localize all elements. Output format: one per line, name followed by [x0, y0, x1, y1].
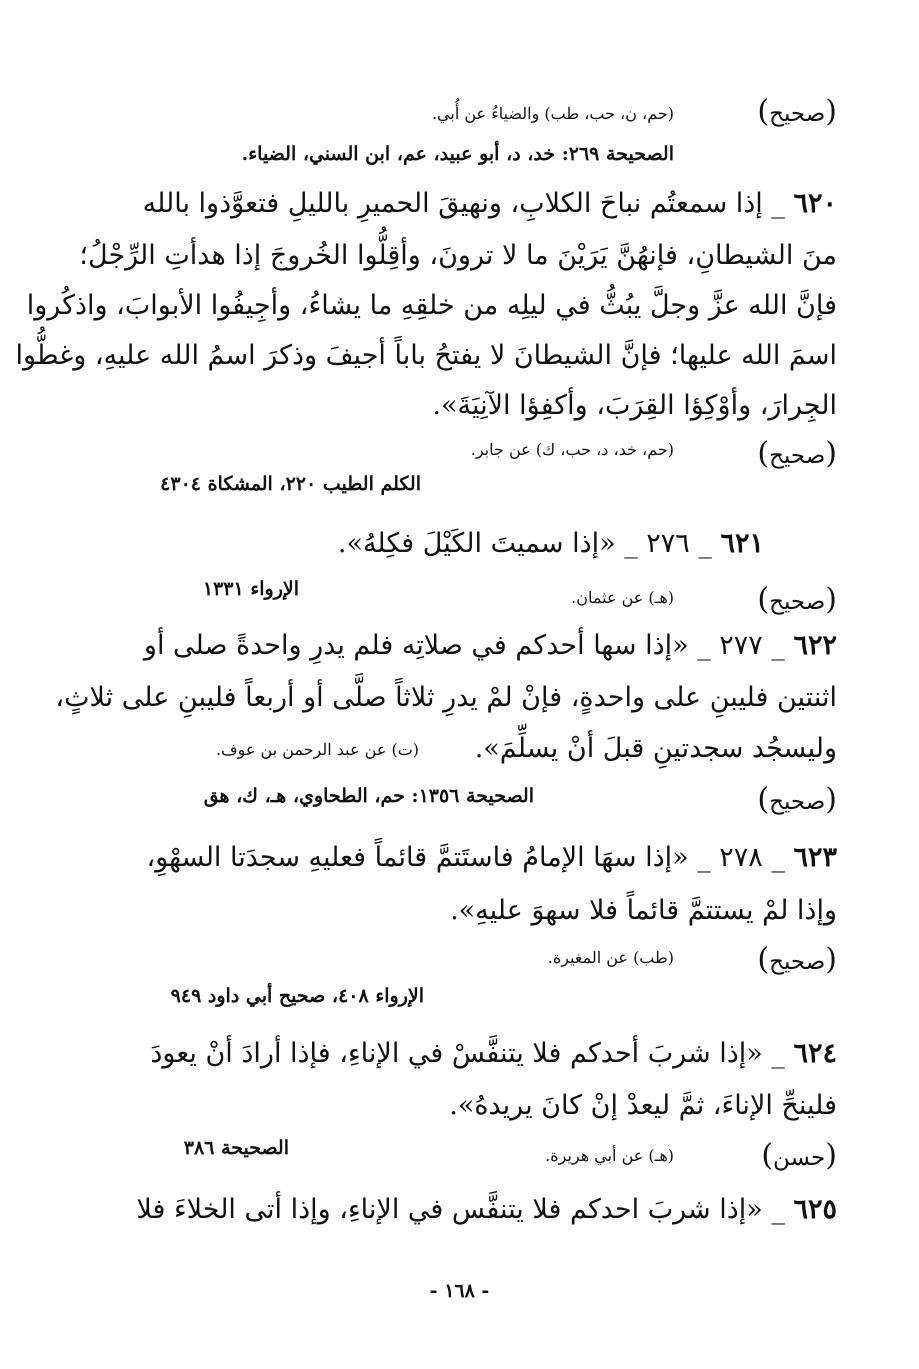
hadith-sources: (هـ) عن أبي هريرة. — [545, 1146, 674, 1165]
grade-badge: (صحيح) — [757, 942, 837, 977]
hadith-line: ٦٢٤ _ «إذا شربَ أحدكم فلا يتنفَّسْ في الإناءِ، فإذا أرادَ أنْ يعودَ — [150, 1038, 837, 1069]
hadith-reference: الإرواء ١٣٣١ — [202, 578, 299, 600]
grade-badge: (صحيح) — [757, 436, 837, 471]
hadith-line: ٦٢١ _ ٢٧٦ _ «إذا سميتَ الكَيْلَ فكِلهُ». — [337, 528, 764, 559]
hadith-reference: الكلم الطيب ٢٢٠، المشكاة ٤٣٠٤ — [160, 473, 421, 495]
hadith-line: ٦٢٣ _ ٢٧٨ _ «إذا سهَا الإمامُ فاستَتمَّ قائماً فعليهِ سجدَتا السهْوِ، — [146, 842, 837, 873]
hadith-sources: (ت) عن عبد الرحمن بن عوف. — [215, 740, 419, 759]
hadith-number: ٦٢٥ — [793, 1194, 837, 1225]
hadith-line: وليسجُد سجدتينِ قبلَ أنْ يسلِّمَ». — [474, 733, 837, 764]
grade-badge: (حسن) — [761, 1138, 837, 1173]
hadith-sources: (طب) عن المغيرة. — [547, 948, 674, 967]
hadith-reference: الصحيحة ١٣٥٦: حم، الطحاوي، هـ، ك، هق — [203, 785, 534, 807]
grade-badge: (صحيح) — [757, 582, 837, 617]
hadith-number: ٦٢٤ — [793, 1038, 837, 1069]
hadith-line: وإذا لمْ يستتمَّ قائماً فلا سهوَ عليهِ». — [450, 895, 837, 926]
hadith-line: ٦٢٥ _ «إذا شربَ احدكم فلا يتنفَّس في الإناءِ، وإذا أتى الخلاءَ فلا — [136, 1194, 837, 1225]
hadith-line: فإنَّ الله عزَّ وجلَّ يبُثُّ في ليلِه من خلقِهِ ما يشاءُ، وأجِيفُوا الأبوابَ، واذكُروا — [26, 290, 837, 321]
hadith-reference: الصحيحة ٣٨٦ — [183, 1137, 289, 1159]
hadith-line: منَ الشيطانِ، فإنهُنَّ يَرَيْنَ ما لا ترونَ، وأقِلُّوا الخُروجَ إذا هدأتِ الرِّجْلُ؛ — [79, 240, 837, 271]
hadith-sources: (حم، خد، د، حب، ك) عن جابر. — [470, 440, 674, 459]
page-number: - ١٦٨ - — [429, 1280, 490, 1302]
hadith-line: اسمَ الله عليها؛ فإنَّ الشيطانَ لا يفتحُ باباً أجيفَ وذكرَ اسمُ الله عليهِ، وغطُّوا — [15, 340, 837, 371]
hadith-sources: (حم، ن، حب، طب) والضياءُ عن أُبي. — [431, 104, 674, 123]
hadith-line: اثنتين فليبنِ على واحدةٍ، فإنْ لمْ يدرِ ثلاثاً صلَّى أو أربعاً فليبنِ على ثلاثٍ، — [55, 682, 837, 713]
hadith-number: ٦٢٣ — [793, 842, 837, 873]
hadith-line: فلينحِّ الإناءَ، ثمَّ ليعدْ إنْ كانَ يريدهُ». — [449, 1090, 837, 1121]
hadith-number: ٦٢٠ — [793, 188, 837, 219]
hadith-number: ٦٢٢ — [793, 630, 837, 661]
hadith-line: ٦٢٠ _ إذا سمعتُم نباحَ الكلابِ، ونهيقَ الحميرِ بالليلِ فتعوَّذوا بالله — [142, 188, 837, 219]
hadith-reference: الإرواء ٤٠٨، صحيح أبي داود ٩٤٩ — [170, 985, 424, 1007]
grade-badge: (صحيح) — [757, 782, 837, 817]
hadith-reference: الصحيحة ٢٦٩: خد، د، أبو عبيد، عم، ابن السني، الضياء. — [241, 143, 674, 165]
grade-badge: (صحيح) — [757, 94, 837, 129]
hadith-number: ٦٢١ — [720, 528, 764, 559]
hadith-sources: (هـ) عن عثمان. — [571, 588, 674, 607]
hadith-line: ٦٢٢ _ ٢٧٧ _ «إذا سها أحدكم في صلاتِه فلم يدرِ واحدةً صلى أو — [143, 630, 837, 661]
hadith-line: الجِرارَ، وأوْكِؤا القِرَبَ، وأكفِؤا الآنِيَةَ». — [432, 390, 837, 421]
